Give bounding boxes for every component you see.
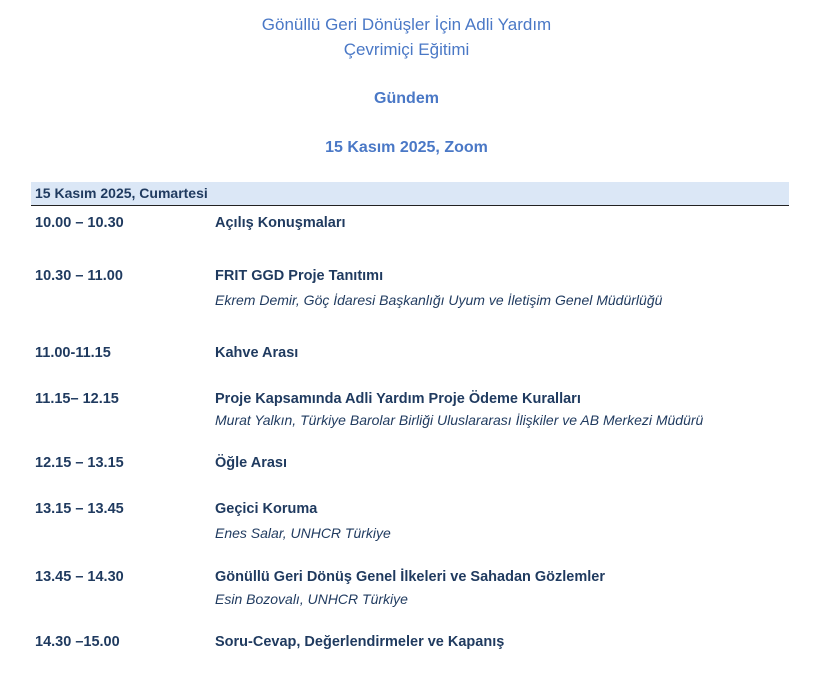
session-time: 12.15 – 13.15 [35, 455, 124, 471]
session-speaker: Ekrem Demir, Göç İdaresi Başkanlığı Uyum ve İletişim Genel Müdürlüğü [215, 292, 663, 308]
session-title: Geçici Koruma [215, 501, 318, 517]
document-title-line-2: Çevrimiçi Eğitimi [343, 40, 470, 59]
day-header: 15 Kasım 2025, Cumartesi [31, 182, 789, 206]
document-title-line-1: Gönüllü Geri Dönüşler İçin Adli Yardım [261, 15, 552, 34]
session-title: Soru-Cevap, Değerlendirmeler ve Kapanış [215, 634, 505, 650]
session-title: Kahve Arası [215, 345, 299, 361]
session-time: 11.15– 12.15 [35, 391, 119, 407]
session-time: 10.00 – 10.30 [35, 215, 124, 231]
session-time: 14.30 –15.00 [35, 634, 120, 650]
session-title: Gönüllü Geri Dönüş Genel İlkeleri ve Sahadan Gözlemler [215, 569, 605, 585]
session-time: 13.45 – 14.30 [35, 569, 124, 585]
session-speaker: Esin Bozovalı, UNHCR Türkiye [215, 591, 408, 607]
session-title: Proje Kapsamında Adli Yardım Proje Ödeme Kuralları [215, 391, 581, 407]
session-speaker: Enes Salar, UNHCR Türkiye [215, 525, 391, 541]
session-title: FRIT GGD Proje Tanıtımı [215, 268, 384, 284]
session-time: 11.00-11.15 [35, 345, 111, 361]
session-time: 10.30 – 11.00 [35, 268, 123, 284]
session-title: Açılış Konuşmaları [215, 215, 346, 231]
session-title: Öğle Arası [215, 455, 287, 471]
date-place-heading: 15 Kasım 2025, Zoom [325, 139, 488, 156]
session-time: 13.15 – 13.45 [35, 501, 124, 517]
session-speaker: Murat Yalkın, Türkiye Barolar Birliği Uluslararası İlişkiler ve AB Merkezi Müdürü [215, 412, 704, 428]
agenda-heading: Gündem [374, 90, 439, 107]
